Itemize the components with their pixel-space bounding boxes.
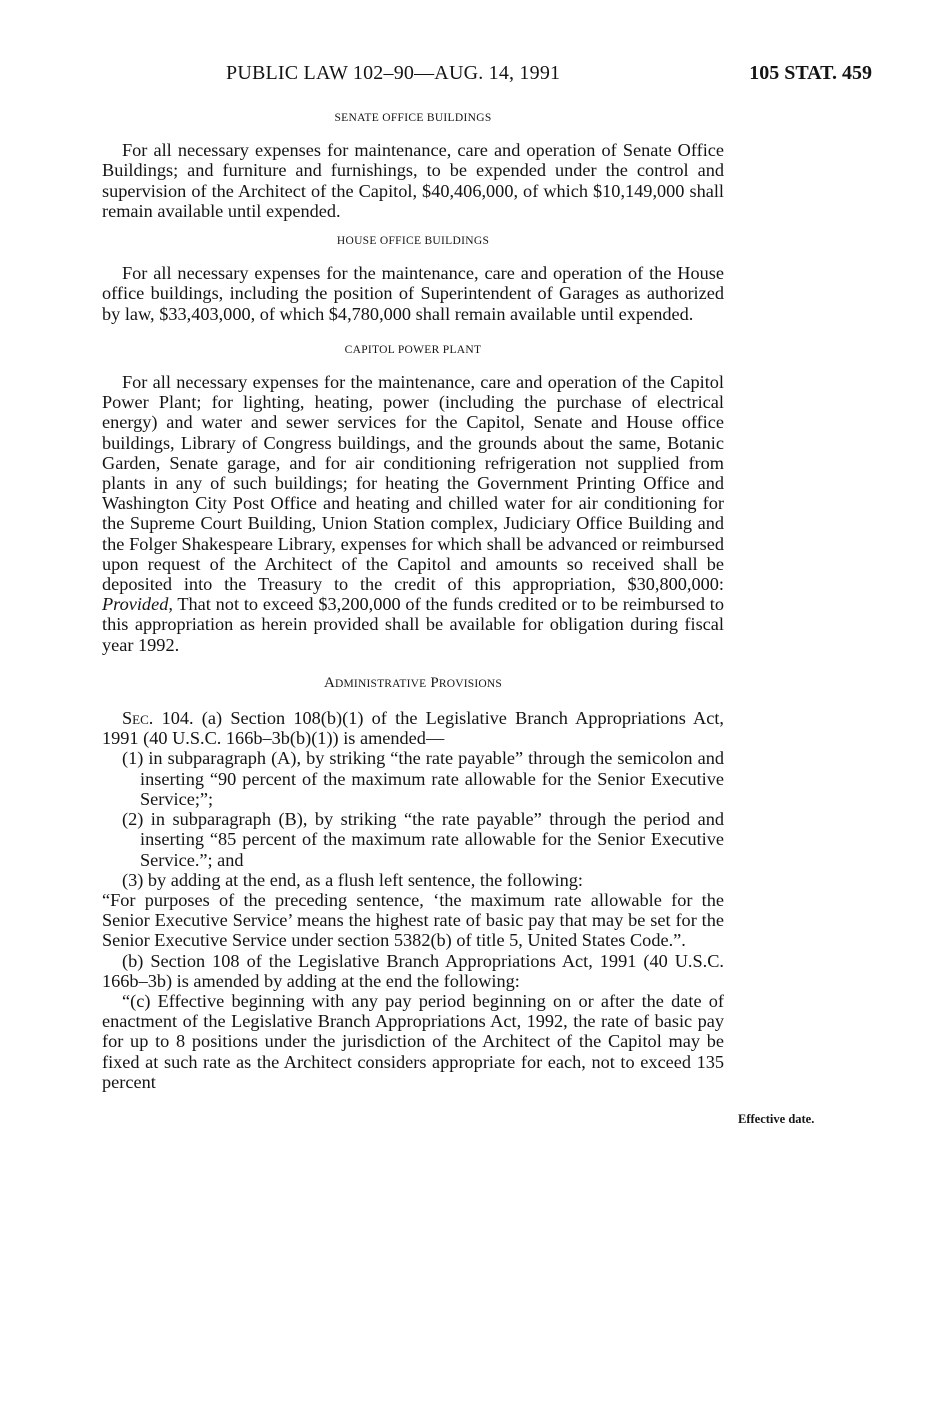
section-heading-senate: SENATE OFFICE BUILDINGS (334, 112, 492, 124)
admin-heading-p: P (430, 674, 439, 691)
power-text-before: For all necessary expenses for the maintenance, care and operation of the Capitol Power Plant; for lighting, heating, power (including the purchase of electrical energy) and water and sewer services for the Capitol, Senate and House office buildings, Library of Congress buildings, and the grounds about the same, Botanic Garden, Senate garage, and for air conditioning refrigeration not supplied from plants in any of such buildings; for heating the Government Printing Office and Washington City Post Office and heating and chilled water for air conditioning for the Supreme Court Building, Union Station complex, Judiciary Office Building and the Folger Shakespeare Library, expenses for which shall be advanced or reimbursed upon request of the Architect of the Capitol and amounts so received shall be deposited into the Treasury to the credit of this appropriation, $30,800,000: (102, 372, 724, 595)
section-text: 104. (a) Section 108(b)(1) of the Legislative Branch Appropriations Act, 1991 (40 U.S.C. 166b–3b(b)(1)) is amended— (102, 708, 724, 749)
section-label: Sec. (122, 708, 154, 729)
provided-label: Provided, (102, 594, 173, 615)
margin-note-effective-date: Effective date. (738, 1112, 815, 1126)
list-item-1: (1) in subparagraph (A), by striking “the rate payable” through the semicolon and inserting “90 percent of the maximum rate allowable for the Senior Executive Service;”; (122, 748, 724, 809)
power-text-after: That not to exceed $3,200,000 of the funds credited or to be reimbursed to this appropriation as herein provided shall be available for obligation during fiscal year 1992. (102, 594, 724, 655)
quoted-sentence: “For purposes of the preceding sentence, ‘the maximum rate allowable for the Senior Executive Service’ means the highest rate of basic pay that may be set for the Senior Executive Service under section 5382(b) of title 5, United States Code.”. (102, 889, 724, 951)
paragraph-sec-104 (102, 708, 724, 748)
admin-heading-a: A (323, 674, 335, 691)
paragraph-senate: For all necessary expenses for maintenance, care and operation of Senate Office Buildings; and furniture and furnishings, to be expended under the control and supervision of the Architect of the Capitol, $40,406,000, of which $10,149,000 shall remain available until expended. (102, 140, 724, 221)
admin-heading-rest-1: DMINISTRATIVE (334, 677, 427, 690)
section-heading-admin (102, 673, 724, 694)
page-header-title: PUBLIC LAW 102–90—AUG. 14, 1991 (226, 62, 561, 84)
section-heading-power-plant: CAPITOL POWER PLANT (344, 343, 482, 356)
paragraph-house: For all necessary expenses for the maintenance, care and operation of the House office buildings, including the position of Superintendent of Garages as authorized by law, $33,403,000, of which $4,780,000 shall remain available until expended. (102, 263, 724, 324)
paragraph-b: (b) Section 108 of the Legislative Branch Appropriations Act, 1991 (40 U.S.C. 166b–3b) is amended by adding at the end the following: (102, 950, 724, 991)
paragraph-c: “(c) Effective beginning with any pay period beginning on or after the date of enactment of the Legislative Branch Appropriations Act, 1992, the rate of basic pay for up to 8 positions under the jurisdiction of the Architect of the Capitol may be fixed at such rate as the Architect considers appropriate for each, not to exceed 135 percent (102, 990, 724, 1092)
list-item-2: (2) in subparagraph (B), by striking “the rate payable” through the period and inserting “85 percent of the maximum rate allowable for the Senior Executive Service.”; and (122, 809, 724, 870)
admin-heading-rest-2: ROVISIONS (438, 677, 503, 690)
page-header-stat: 105 STAT. 459 (749, 62, 872, 84)
section-heading-house: HOUSE OFFICE BUILDINGS (336, 235, 490, 248)
paragraph-power-plant (102, 372, 724, 655)
list-item-3: (3) by adding at the end, as a flush left sentence, the following: (122, 869, 583, 890)
document-body (102, 108, 724, 1092)
running-head (100, 62, 872, 92)
